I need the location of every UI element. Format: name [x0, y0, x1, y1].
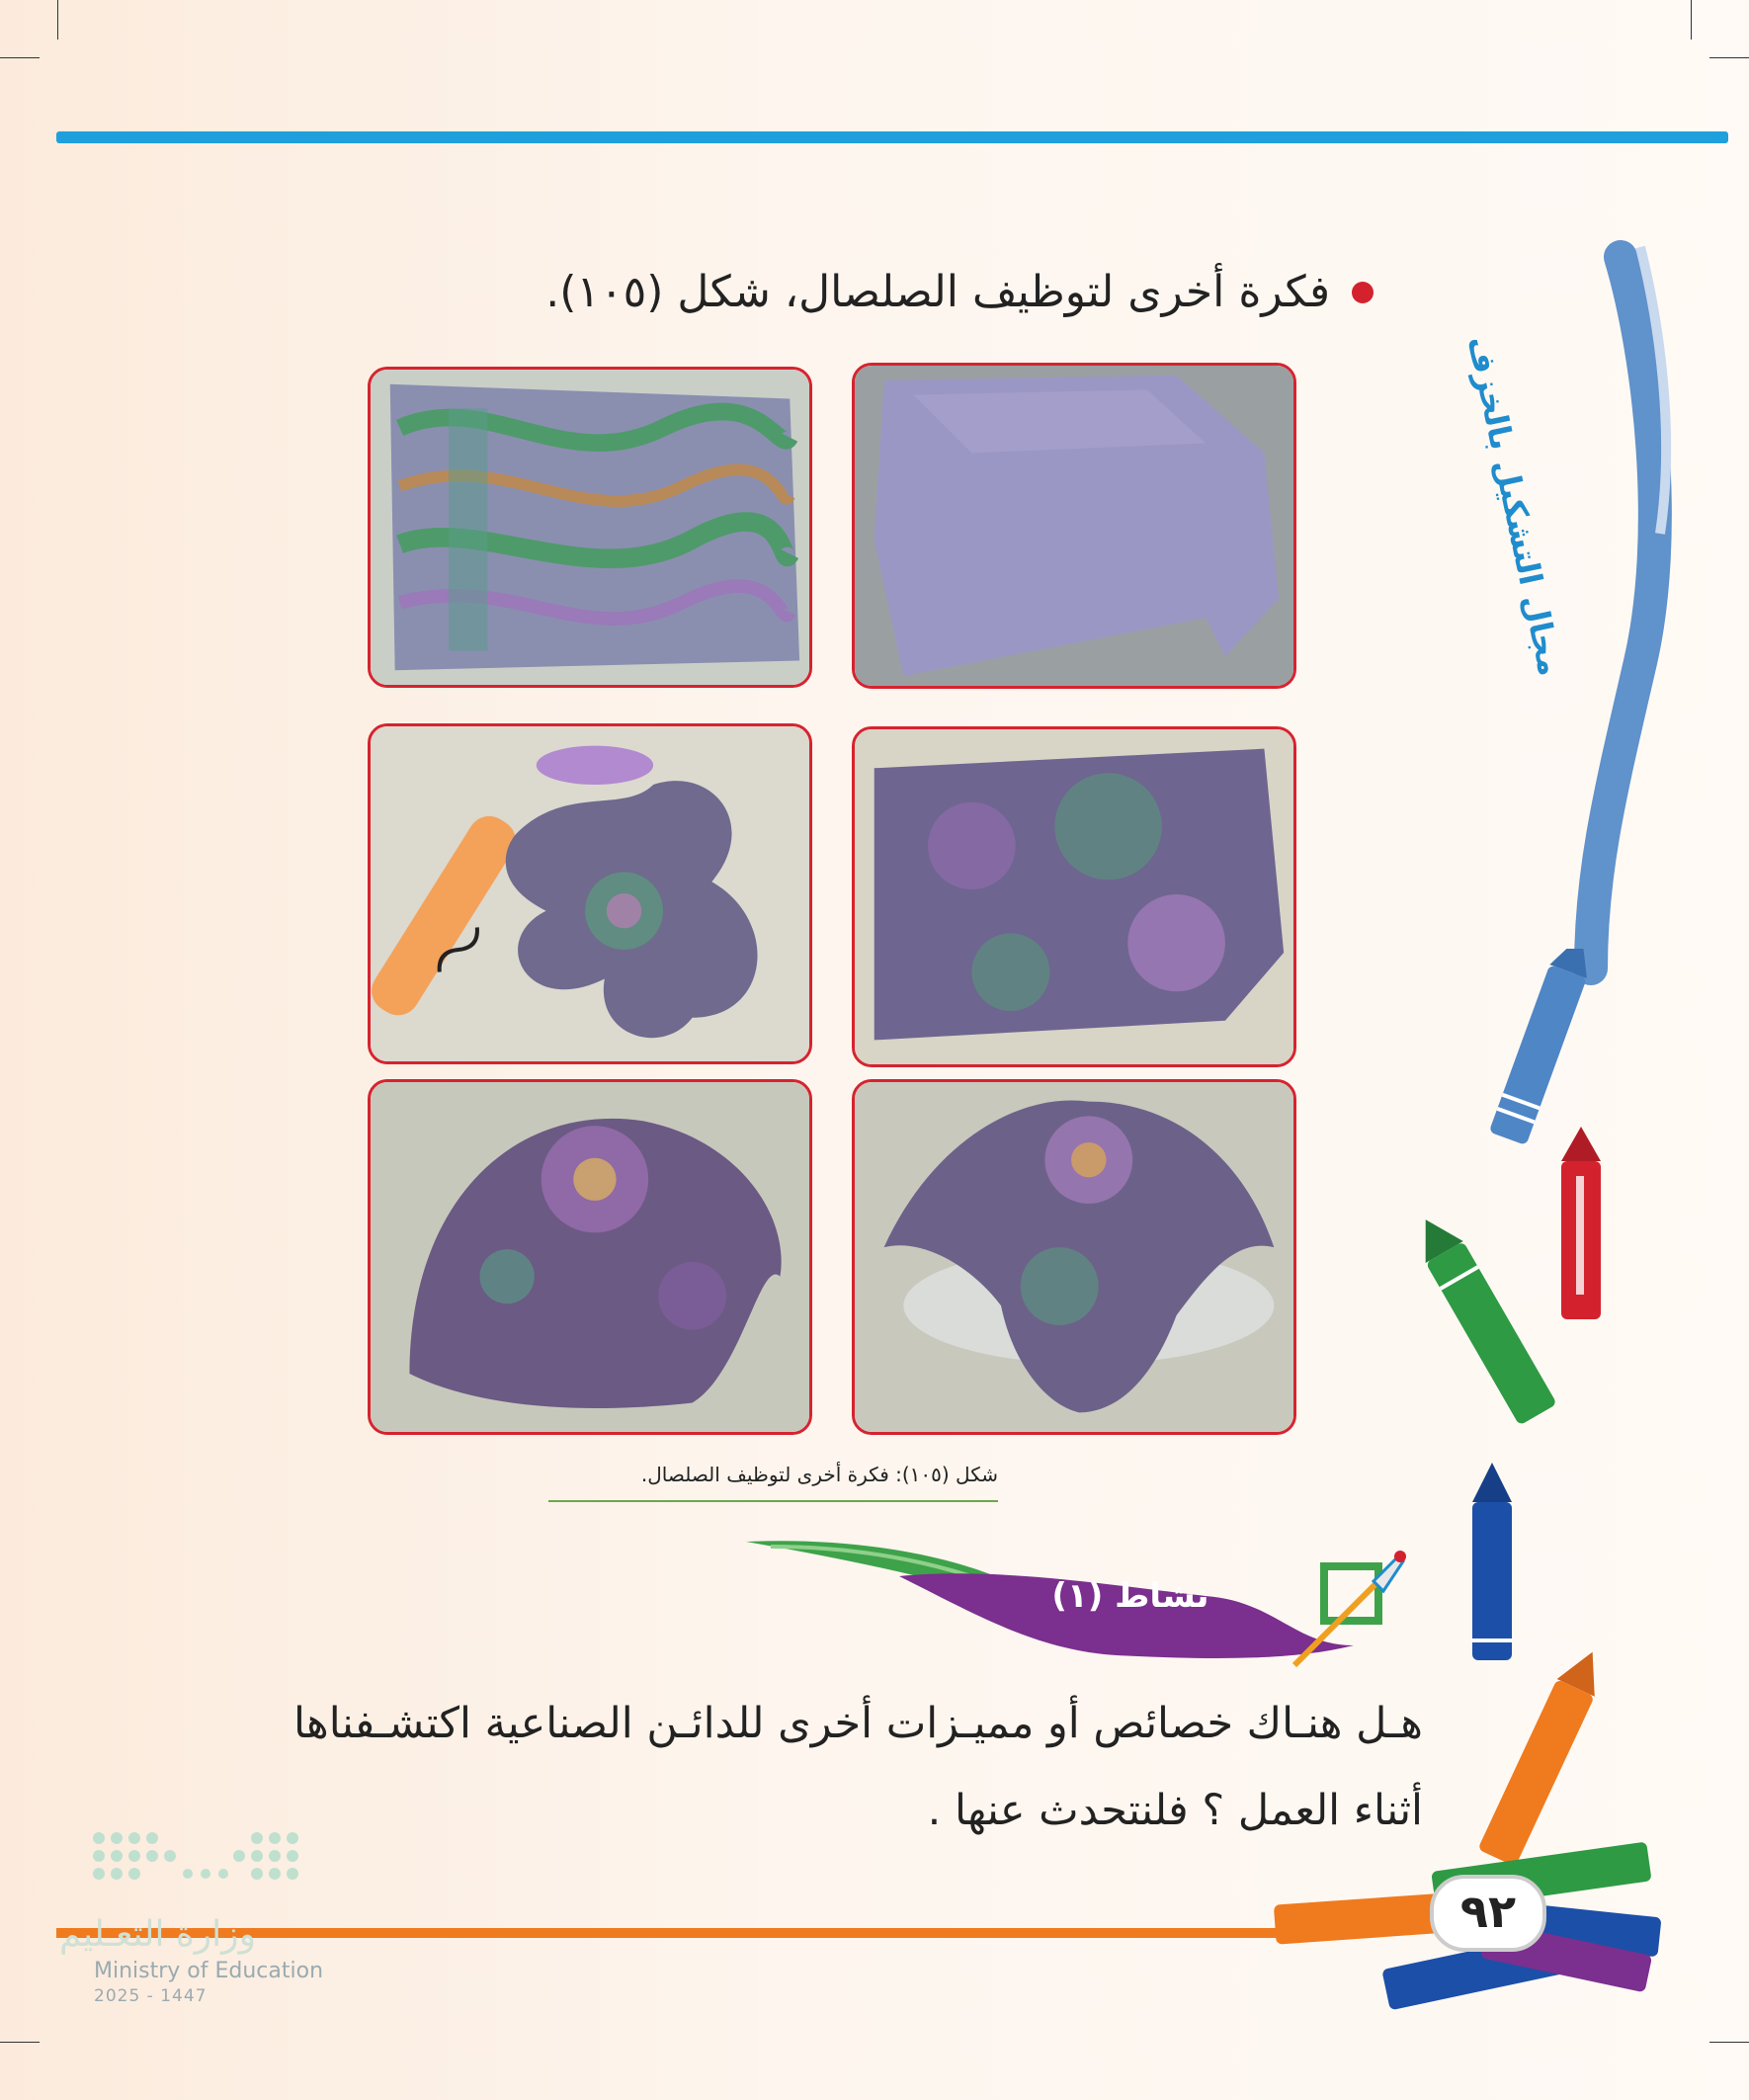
crop-mark	[57, 0, 58, 40]
ministry-year: 2025 - 1447	[94, 1986, 208, 2006]
side-title: مجال التشكيل بالخزف	[1460, 332, 1570, 680]
clay-bowl-side-photo	[368, 1079, 812, 1435]
crop-mark	[1709, 2042, 1749, 2043]
embossed-clay-sheet-photo	[852, 726, 1296, 1067]
figure-caption: شكل (١٠٥): فكرة أخرى لتوظيف الصلصال.	[548, 1463, 998, 1502]
crop-mark	[1691, 0, 1692, 40]
crop-mark	[0, 2042, 40, 2043]
scissors-cut-shape-photo	[368, 723, 812, 1064]
crop-mark	[0, 57, 40, 58]
activity-title: نشاط (١)	[1051, 1576, 1209, 1616]
plain-clay-sheet-photo	[852, 363, 1296, 689]
bullet-icon	[1352, 282, 1374, 303]
activity-question: هـل هنـاك خصائص أو مميـزات أخرى للدائـن الصناعية اكتشـفناها أثناء العمل ؟ فلنتحدث عنها .	[292, 1699, 1423, 1835]
figure-photo-grid	[368, 363, 1302, 1436]
ministry-name-english: Ministry of Education	[94, 1959, 324, 1983]
ministry-name-arabic: وزارة التعـليم	[59, 1914, 256, 1955]
clay-bowl-front-photo	[852, 1079, 1296, 1435]
crop-mark	[1709, 57, 1749, 58]
intro-bullet	[545, 267, 1374, 317]
page-number: ٩٢	[1430, 1875, 1546, 1952]
marbled-clay-sheet-photo	[368, 367, 812, 688]
top-rule	[56, 131, 1728, 143]
intro-text: فكرة أخرى لتوظيف الصلصال، شكل (١٠٥).	[545, 267, 1330, 317]
